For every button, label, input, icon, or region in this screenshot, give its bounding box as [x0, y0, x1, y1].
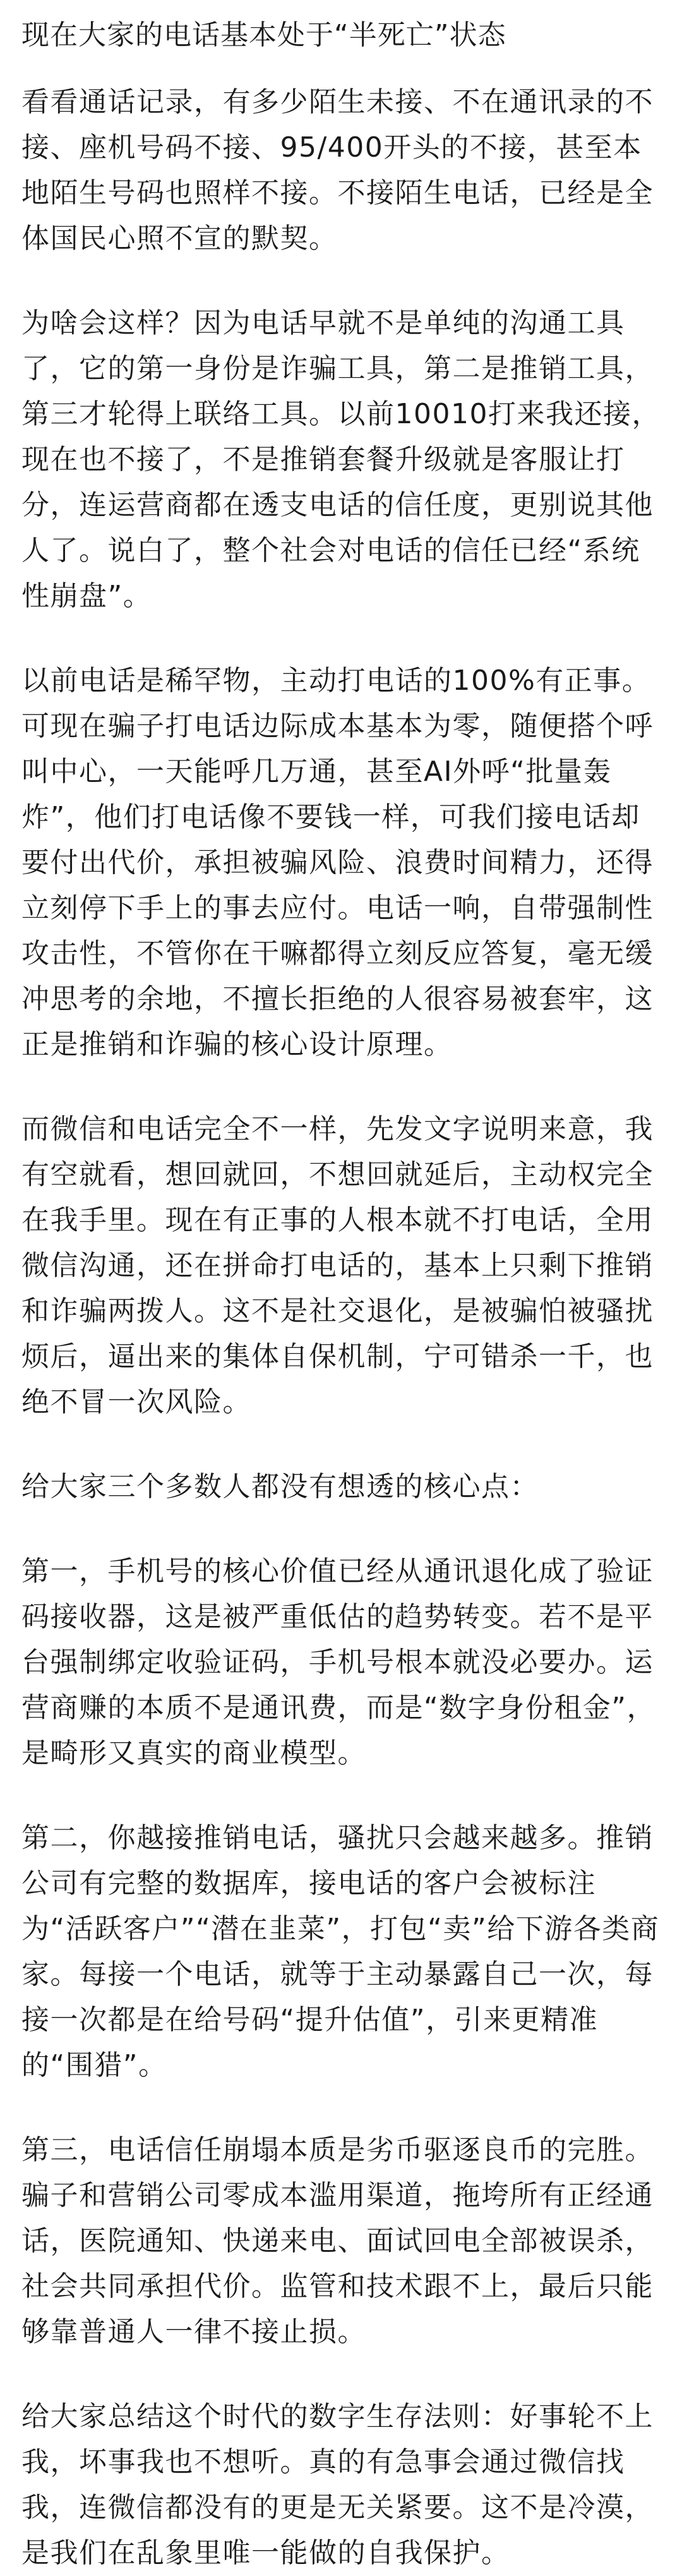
paragraph-6: 第一，手机号的核心价值已经从通讯退化成了验证码接收器，这是被严重低估的趋势转变。若不是平台强制绑定收验证码，手机号根本就没必要办。运营商赚的本质不是通讯费，而是“数字身份租金”，是畸形又真实的商业模型。 [21, 1555, 656, 1769]
paragraph-5: 给大家三个多数人都没有想透的核心点： [21, 1471, 539, 1503]
paragraph-4: 而微信和电话完全不一样，先发文字说明来意，我有空就看，想回就回，不想回就延后，主动权完全在我手里。现在有正事的人根本就不打电话，全用微信沟通，还在拼命打电话的，基本上只剩下推销和诈骗两拨人。这不是社交退化，是被骗怕被骚扰烦后，逼出来的集体自保机制，宁可错杀一千，也绝不冒一次风险。 [21, 1113, 654, 1418]
paragraph-7: 第二，你越接推销电话，骚扰只会越来越多。推销公司有完整的数据库，接电话的客户会被标注为“活跃客户”“潜在韭菜”，打包“卖”给下游各类商家。每接一个电话，就等于主动暴露自己一次，每接一次都是在给号码“提升估值”，引来更精准的“围猎”。 [21, 1822, 660, 2081]
article-title: 现在大家的电话基本处于“半死亡”状态 [21, 19, 506, 51]
paragraph-3: 以前电话是稀罕物，主动打电话的100%有正事。可现在骗子打电话边际成本基本为零，随便搭个呼叫中心，一天能呼几万通，甚至AI外呼“批量轰炸”，他们打电话像不要钱一样，可我们接电话却要付出代价，承担被骗风险、浪费时间精力，还得立刻停下手上的事去应付。电话一响，自带强制性攻击性，不管你在干嘛都得立刻反应答复，毫无缓冲思考的余地，不擅长拒绝的人很容易被套牢，这正是推销和诈骗的核心设计原理。 [21, 665, 654, 1061]
paragraph-9: 给大家总结这个时代的数字生存法则：好事轮不上我，坏事我也不想听。真的有急事会通过微信找我，连微信都没有的更是无关紧要。这不是冷漠，是我们在乱象里唯一能做的自我保护。 [21, 2400, 654, 2569]
paragraph-1: 看看通话记录，有多少陌生未接、不在通讯录的不接、座机号码不接、95/400开头的不接，甚至本地陌生号码也照样不接。不接陌生电话，已经是全体国民心照不宣的默契。 [21, 86, 654, 255]
paragraph-8: 第三，电话信任崩塌本质是劣币驱逐良币的完胜。骗子和营销公司零成本滥用渠道，拖垮所有正经通话，医院通知、快递来电、面试回电全部被误杀，社会共同承担代价。监管和技术跟不上，最后只能够靠普通人一律不接止损。 [21, 2134, 654, 2348]
paragraph-2: 为啥会这样？因为电话早就不是单纯的沟通工具了，它的第一身份是诈骗工具，第二是推销工具，第三才轮得上联络工具。以前10010打来我还接，现在也不接了，不是推销套餐升级就是客服让打分，连运营商都在透支电话的信任度，更别说其他人了。说白了，整个社会对电话的信任已经“系统性崩盘”。 [21, 307, 661, 612]
